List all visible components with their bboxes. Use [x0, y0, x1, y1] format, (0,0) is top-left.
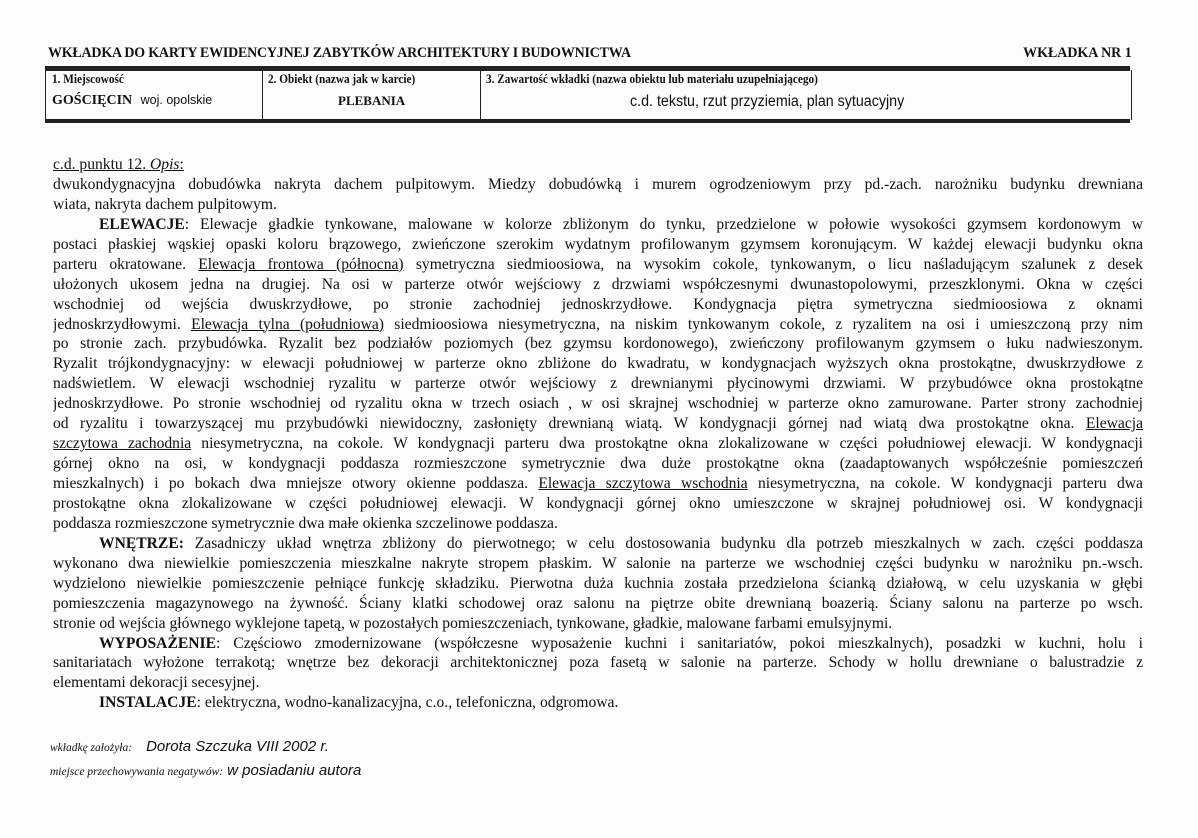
contents-cell — [480, 70, 1129, 120]
text-line — [53, 574, 1143, 594]
underlined-phrase: szczytowa zachodnia — [53, 435, 192, 453]
text-segment: wykonano dwa niewielkie pomieszczenia mieszkalne nakryte stropem płaskim. W salonie na parterze we wschodniej części budynku w narożniku pn.-wsch. — [53, 554, 1143, 572]
text-line — [53, 155, 1143, 175]
text-line — [53, 474, 1143, 494]
text-line — [53, 315, 1143, 335]
text-segment: prostokątne okna zlokalizowane w części południowej elewacji. W kondygnacji górnej okno umieszczone w skrajnej południowej osi. W kondygnacji — [53, 494, 1143, 512]
text-segment: niesymetryczna, na cokole. W kondygnacji parteru dwa — [747, 475, 1143, 492]
text-line — [53, 414, 1143, 434]
text-segment: niesymetryczna, na cokole. W kondygnacji parteru dwa prostokątne okna zlokalizowane w części południowej elewacji. W kondygnacji — [191, 435, 1143, 453]
text-segment: parteru okratowane. — [53, 255, 199, 273]
author-label: wkładkę założyła: — [50, 742, 133, 754]
text-segment: wydzielono niewielkie pomieszczenie pełniące funkcję składziku. Pierwotna duża kuchnia została przedzielona ścianką działową, w celu uzyskania w głębi — [53, 574, 1143, 592]
text-segment: : elektryczna, wodno-kanalizacyjna, c.o., telefoniczna, odgromowa. — [196, 694, 619, 712]
negatives-line — [50, 762, 361, 780]
underlined-phrase: Opis — [150, 156, 180, 173]
section-heading: INSTALACJE — [99, 694, 197, 712]
description-body — [53, 155, 1143, 713]
text-line — [53, 653, 1143, 673]
section-heading: WNĘTRZE: — [99, 534, 184, 552]
object-cell — [262, 70, 481, 120]
text-segment: mieszkalnych) i po bokach dwa mniejsze otwory okienne poddasza. — [53, 475, 539, 492]
text-line — [53, 255, 1143, 275]
document-title: WKŁADKA DO KARTY EWIDENCYJNEJ ZABYTKÓW ARCHITEKTURY I BUDOWNICTWA — [48, 45, 631, 61]
section-heading: ELEWACJE — [99, 215, 185, 233]
header-table — [45, 70, 1132, 120]
locality-region: woj. opolskie — [140, 93, 213, 107]
text-segment: dwukondygnacyjna dobudówka nakryta dachem pulpitowym. Miedzy dobudówką i murem ogrodzeniowym przy pd.-zach. narożniku budynku drewniana — [53, 175, 1143, 193]
text-segment: postaci płaskiej wąskiej opaski koloru brązowego, zwieńczone szerokim wydatnym profilowanym gzymsem koronującym. W każdej elewacji budynku okna — [53, 235, 1143, 253]
object-label: 2. Obiekt (nazwa jak w karcie) — [268, 72, 416, 86]
text-line — [53, 354, 1143, 374]
underlined-phrase: Elewacja frontowa (północna) — [198, 255, 404, 273]
text-segment: ułożonych ukosem jedna na drugiej. Na osi w parterze otwór wejściowy z drzwiami współczesnymi dwunastopolowymi, przeszklonymi. Okna w części — [53, 275, 1143, 293]
text-line — [53, 215, 1143, 235]
contents-label: 3. Zawartość wkładki (nazwa obiektu lub materiału uzupełniającego) — [486, 72, 818, 86]
text-line — [53, 295, 1143, 315]
text-segment: pomieszczenia magazynowego na żywność. Ściany klatki schodowej oraz salonu na piętrze obite drewnianą boazerią. Ściany salonu na parterze po wsch. — [53, 594, 1143, 612]
text-segment: wschodniej od wejścia dwuskrzydłowe, po stronie zachodniej jednoskrzydłowe. Kondygnacja piętra symetryczna siedmioosiowa z oknami — [53, 295, 1143, 313]
text-segment: siedmioosiowa niesymetryczna, na niskim tynkowanym cokole, z ryzalitem na osi i umieszczoną przy nim — [383, 315, 1143, 333]
text-segment: elementami dekoracji secesyjnej. — [53, 674, 260, 692]
author-value: Dorota Szczuka VIII 2002 r. — [146, 738, 329, 755]
text-line — [53, 494, 1143, 514]
bottom-rule — [45, 119, 1130, 123]
text-line — [53, 454, 1143, 474]
text-segment: : Częściowo zmodernizowane (współczesne wyposażenie kuchni i sanitariatów, pokoi mieszkalnych), posadzki w kuchni, holu i — [215, 634, 1143, 652]
text-segment: : Elewacje gładkie tynkowane, malowane w kolorze zbliżonym do tynku, przedzielone w połowie wysokości gzymsem kordonowym w — [184, 215, 1143, 233]
text-line — [53, 275, 1143, 295]
text-segment: od ryzalitu i towarzyszącej mu przybudówki niewidoczny, zasłonięty drewnianą wiatą. W kondygnacji górnej nad wiatą dwa prostokątne okna. — [53, 415, 1086, 433]
text-segment: Ryzalit trójkondygnacyjny: w elewacji południowej w parterze okno zbliżone do kwadratu, w kondygnacjach wyższych okna prostokątne, dwuskrzydłowe z — [53, 355, 1143, 373]
text-line — [53, 594, 1143, 614]
locality-value — [52, 93, 212, 109]
text-segment: górnej okno na osi, w kondygnacji poddasza rozmieszczone symetrycznie dwa duże prostokątne okna (zaadaptowanych współcześnie pomieszczeń — [53, 455, 1143, 473]
text-segment: po stronie zach. przybudówka. Ryzalit bez podziałów poziomych (bez gzymsu kordonowego), zwieńczony profilowanym gzymsem o łuku nadwieszonym. — [53, 335, 1143, 353]
text-line — [53, 195, 1143, 215]
text-segment: poddasza rozmieszczone symetrycznie dwa małe okienka szczelinowe poddasza. — [53, 514, 558, 532]
text-segment: stronie od wejścia głównego wyklejone tapetą, w pozostałych pomieszczeniach, tynkowane, gładkie, malowane farbami emulsyjnymi. — [53, 614, 893, 632]
author-line — [50, 738, 329, 756]
locality-name: GOŚCIĘCIN — [52, 93, 133, 108]
text-line — [53, 394, 1143, 414]
text-line — [53, 614, 1143, 634]
text-line — [53, 673, 1143, 693]
underlined-phrase: Elewacja szczytowa wschodnia — [538, 475, 748, 492]
text-line — [53, 175, 1143, 195]
text-line — [53, 334, 1143, 354]
text-line — [53, 514, 1143, 534]
text-segment: jednoskrzydłowymi. — [53, 315, 192, 333]
text-line — [53, 634, 1143, 654]
underlined-phrase: Elewacja tylna (południowa) — [191, 315, 384, 333]
section-heading: WYPOSAŻENIE — [99, 634, 216, 652]
text-segment: sanitariatach wyłożone terrakotą; wnętrze bez dekoracji architektonicznej poza fasetą w salonie na parterze. Schody w hollu drewniane o balustradzie z — [53, 654, 1143, 672]
underlined-phrase: Elewacja — [1085, 415, 1143, 433]
text-line — [53, 554, 1143, 574]
text-line — [53, 235, 1143, 255]
underlined-phrase: : — [179, 156, 184, 173]
text-line — [53, 693, 1143, 713]
text-segment: jednoskrzydłowe. Po stronie wschodniej od ryzalitu okna w trzech osiach , w osi skrajnej wschodniej w parterze okno zamurowane. Parter strony zachodniej — [53, 395, 1143, 413]
text-segment: nadświetlem. W elewacji wschodniej ryzalitu w parterze otwór wejściowy z drewnianymi płycinowymi drzwiami. W przybudówce okna prostokątne — [53, 375, 1143, 393]
locality-label: 1. Miejscowość — [52, 72, 124, 86]
text-segment: wiata, nakryta dachem pulpitowym. — [53, 195, 277, 213]
text-segment: symetryczna siedmioosiowa, na wysokim cokole, tynkowanym, o licu naśladującym szalunek z desek — [403, 255, 1143, 273]
insert-number: WKŁADKA NR 1 — [1023, 45, 1132, 61]
text-line — [53, 534, 1143, 554]
text-segment: Zasadniczy układ wnętrza zbliżony do pierwotnego; w celu dostosowania budynku dla potrzeb mieszkalnych w zach. części poddasza — [183, 534, 1143, 552]
object-value: PLEBANIA — [338, 93, 406, 108]
underlined-phrase: c.d. punktu 12. — [53, 156, 151, 173]
locality-cell — [46, 70, 263, 120]
negatives-label: miejsce przechowywania negatywów: — [50, 766, 224, 778]
contents-value: c.d. tekstu, rzut przyziemia, plan sytuacyjny — [630, 93, 905, 110]
text-line — [53, 374, 1143, 394]
negatives-value: w posiadaniu autora — [227, 762, 362, 779]
text-line — [53, 434, 1143, 454]
